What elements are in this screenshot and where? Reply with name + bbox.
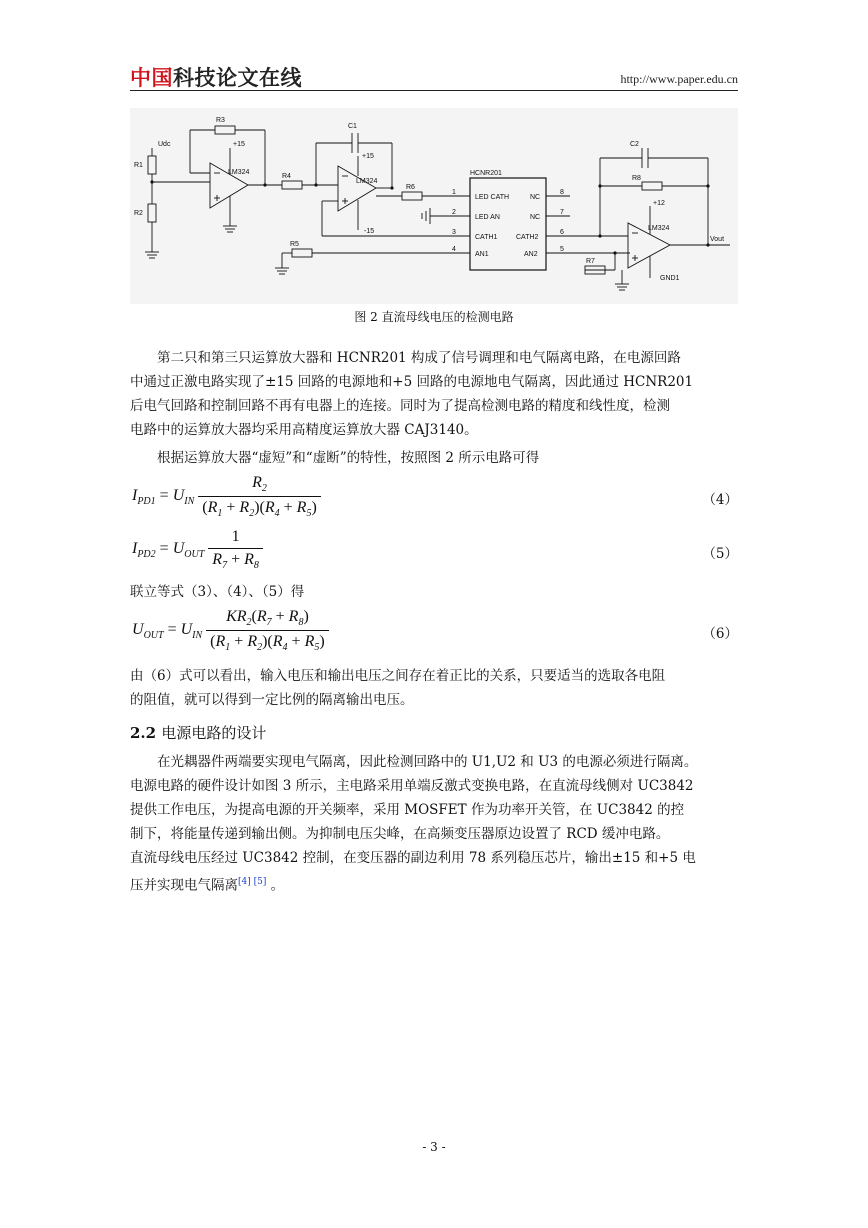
p1-line: 中通过正激电路实现了±15 回路的电源地和+5 回路的电源地电气隔离，因此通过 HCNR201 [130,374,694,390]
label-r1: R1 [134,162,143,169]
section-number: 2.2 [130,724,157,742]
equation-4-number: （4） [702,492,738,508]
label-r8: R8 [632,175,641,182]
pin-3: 3 [452,229,456,236]
label-p12: +12 [653,200,665,207]
p2-line: 根据运算放大器“虚短”和“虚断”的特性，按照图 2 所示电路可得 [157,450,540,466]
label-c2: C2 [630,141,639,148]
p1-line: 电路中的运算放大器均采用高精度运算放大器 CAJ3140。 [130,422,478,438]
paragraph-3 [130,580,738,604]
pin-led-cath: LED CATH [475,194,510,201]
label-r6: R6 [406,184,415,191]
pin-6: 6 [560,229,564,236]
paragraph-2 [130,446,738,470]
page-number: - 3 - [422,1140,446,1154]
label-lm324-u1: LM324 [228,169,250,176]
pin-cath2: CATH2 [516,234,539,241]
label-lm324-u3: LM324 [648,225,670,232]
p3-line: 联立等式（3）、（4）、（5）得 [130,584,305,600]
label-udc: Udc [158,141,171,148]
equation-4: $I_{PD1} = U_{IN}$ $\frac{R_2}{(R_1 + R_2)(R_4 + R_5)}$ [132,474,321,519]
label-m15: -15 [364,228,375,235]
pin-1: 1 [452,189,456,196]
paragraph-5 [130,750,738,898]
label-r5: R5 [290,241,299,248]
figure-caption: 图 2 直流母线电压的检测电路 [354,310,514,324]
pin-led-an: LED AN [475,214,500,221]
p5-line: 电源电路的硬件设计如图 3 所示，主电路采用单端反激式变换电路，在直流母线侧对 UC3842 [130,778,694,794]
paragraph-4 [130,664,738,712]
label-vout: Vout [710,236,725,243]
pin-4: 4 [452,246,456,253]
pin-7: 7 [560,209,564,216]
label-gnd1: GND1 [660,275,680,282]
p5-line: 在光耦器件两端要实现电气隔离，因此检测回路中的 U1,U2 和 U3 的电源必须进行隔离。 [157,754,698,770]
circuit-figure [130,108,738,304]
label-r4: R4 [282,173,291,180]
circuit-diagram [130,108,738,304]
p5-last-line [130,870,738,898]
pin-5: 5 [560,246,564,253]
p4-line: 的阻值，就可以得到一定比例的隔离输出电压。 [130,692,414,708]
label-r2: R2 [134,210,143,217]
p1-line: 第二只和第三只运算放大器和 HCNR201 构成了信号调理和电气隔离电路，在电源回路 [157,350,681,366]
page-header [130,62,738,91]
pin-nc-8: NC [530,194,541,201]
header-url[interactable]: http://www.paper.edu.cn [620,72,738,86]
equation-5: $I_{PD2} = U_{OUT}$ $\frac{1}{R_7 + R_8}$ [132,528,263,571]
pin-an1: AN1 [475,251,489,258]
label-p15-u1: +15 [233,141,245,148]
label-p15-u2: +15 [362,153,374,160]
pin-2: 2 [452,209,456,216]
section-title: 电源电路的设计 [161,724,267,742]
pin-cath1: CATH1 [475,234,498,241]
equation-6: $U_{OUT} = U_{IN}$ $\frac{KR_2(R_7 + R_8)}{(R_1 + R_2)(R_4 + R_5)}$ [132,608,329,653]
label-hcnr201: HCNR201 [470,170,502,177]
p5-last-text: 压并实现电气隔离 [130,877,238,894]
p5-line: 制下，将能量传递到输出侧。为抑制电压尖峰，在高频变压器原边设置了 RCD 缓冲电路。 [130,826,670,842]
p5-line: 提供工作电压，为提高电源的开关频率，采用 MOSFET 作为功率开关管，在 UC3842 的控 [130,802,685,818]
p1-line: 后电气回路和控制回路不再有电器上的连接。同时为了提高检测电路的精度和线性度，检测 [130,398,670,414]
section-heading [130,722,266,743]
paragraph-1 [130,346,738,442]
label-lm324-u2: LM324 [356,178,378,185]
citation-refs[interactable]: [4] [5] [238,877,267,887]
pin-an2: AN2 [524,251,538,258]
equation-5-number: （5） [702,546,738,562]
equation-6-number: （6） [702,626,738,642]
p5-line: 直流母线电压经过 UC3842 控制，在变压器的副边利用 78 系列稳压芯片，输出±15 和+5 电 [130,850,696,866]
p5-end: 。 [266,877,285,894]
pin-8: 8 [560,189,564,196]
label-c1: C1 [348,123,357,130]
p4-line: 由（6）式可以看出，输入电压和输出电压之间存在着正比的关系，只要适当的选取各电阻 [130,668,666,684]
label-r7: R7 [586,258,595,265]
journal-logo: 中国科技论文在线 [130,66,302,90]
pin-nc-7: NC [530,214,541,221]
label-r3: R3 [216,117,225,124]
